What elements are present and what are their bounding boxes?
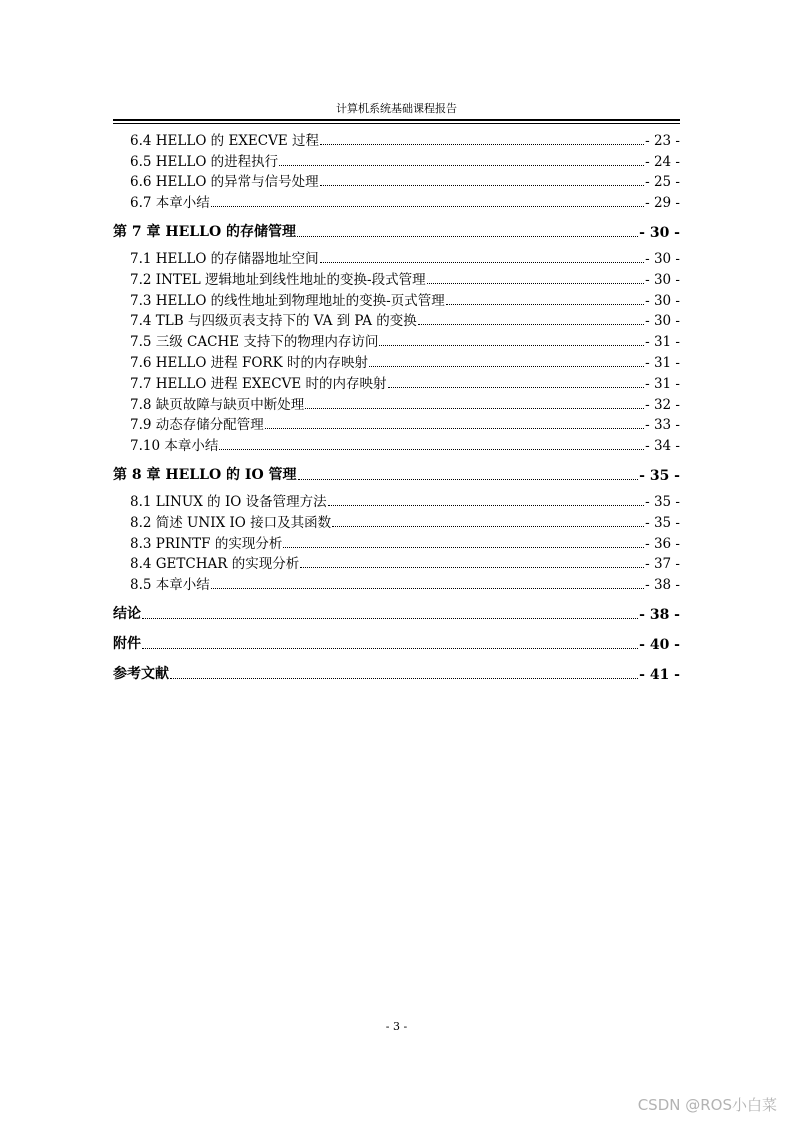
toc-section-entry[interactable] — [113, 288, 680, 309]
toc-entry-page: - 30 - — [645, 250, 680, 267]
toc-section-entry[interactable] — [113, 149, 680, 170]
toc-dot-leader — [446, 304, 644, 305]
toc-dot-leader — [369, 366, 644, 367]
toc-dot-leader — [418, 324, 644, 325]
toc-chapter-entry[interactable] — [113, 217, 680, 241]
toc-dot-leader — [379, 345, 644, 346]
toc-entry-title: 7.2 INTEL 逻辑地址到线性地址的变换-段式管理 — [130, 271, 426, 288]
toc-entry-title: 6.5 HELLO 的进程执行 — [130, 153, 279, 170]
toc-section-entry[interactable] — [113, 489, 680, 510]
toc-section-entry[interactable] — [113, 392, 680, 413]
watermark: CSDN @ROS小白菜 — [637, 1096, 777, 1114]
toc-entry-title: 7.5 三级 CACHE 支持下的物理内存访问 — [130, 334, 379, 351]
toc-dot-leader — [170, 678, 638, 679]
toc-entry-page: - 31 - — [645, 375, 680, 392]
toc-entry-title: 8.5 本章小结 — [130, 577, 210, 594]
toc-entry-title: 6.6 HELLO 的异常与信号处理 — [130, 174, 319, 191]
toc-entry-title: 第 7 章 HELLO 的存储管理 — [113, 224, 297, 241]
toc-entry-page: - 33 - — [645, 417, 680, 434]
toc-section-entry[interactable] — [113, 371, 680, 392]
toc-entry-page: - 34 - — [645, 438, 680, 455]
toc-dot-leader — [298, 479, 639, 480]
toc-dot-leader — [279, 165, 644, 166]
toc-dot-leader — [320, 262, 644, 263]
toc-entry-page: - 37 - — [645, 556, 680, 573]
toc-chapter-entry[interactable] — [113, 659, 680, 683]
toc-dot-leader — [427, 283, 645, 284]
toc-entry-title: 参考文献 — [113, 666, 169, 683]
toc-entry-page: - 35 - — [645, 493, 680, 510]
toc-dot-leader — [388, 387, 645, 388]
toc-section-entry[interactable] — [113, 267, 680, 288]
toc-entry-page: - 35 - — [645, 514, 680, 531]
toc-dot-leader — [211, 588, 644, 589]
toc-dot-leader — [142, 618, 638, 619]
toc-entry-title: 8.2 简述 UNIX IO 接口及其函数 — [130, 514, 332, 531]
toc-entry-page: - 35 - — [639, 468, 680, 485]
toc-entry-page: - 30 - — [645, 271, 680, 288]
toc-entry-title: 7.3 HELLO 的线性地址到物理地址的变换-页式管理 — [130, 292, 445, 309]
toc-entry-title: 8.1 LINUX 的 IO 设备管理方法 — [130, 493, 327, 510]
toc-entry-title: 7.7 HELLO 进程 EXECVE 时的内存映射 — [130, 375, 387, 392]
toc-section-entry[interactable] — [113, 413, 680, 434]
toc-section-entry[interactable] — [113, 552, 680, 573]
toc-chapter-entry[interactable] — [113, 629, 680, 653]
toc-entry-title: 7.6 HELLO 进程 FORK 时的内存映射 — [130, 354, 368, 371]
toc-entry-page: - 31 - — [645, 334, 680, 351]
toc-section-entry[interactable] — [113, 510, 680, 531]
toc-section-entry[interactable] — [113, 531, 680, 552]
toc-entry-page: - 30 - — [639, 225, 680, 242]
toc-dot-leader — [320, 185, 644, 186]
toc-dot-leader — [305, 408, 644, 409]
toc-entry-page: - 40 - — [639, 637, 680, 654]
toc-entry-page: - 41 - — [639, 667, 680, 684]
toc-section-entry[interactable] — [113, 170, 680, 191]
toc-entry-page: - 30 - — [645, 313, 680, 330]
toc-entry-title: 附件 — [113, 636, 141, 653]
toc-dot-leader — [300, 567, 644, 568]
toc-dot-leader — [283, 547, 644, 548]
toc-section-entry[interactable] — [113, 128, 680, 149]
toc-section-entry[interactable] — [113, 572, 680, 593]
toc-section-entry[interactable] — [113, 190, 680, 211]
toc-dot-leader — [142, 648, 638, 649]
toc-chapter-entry[interactable] — [113, 599, 680, 623]
toc-section-entry[interactable] — [113, 350, 680, 371]
table-of-contents — [113, 128, 680, 688]
toc-dot-leader — [265, 428, 644, 429]
toc-entry-title: 7.8 缺页故障与缺页中断处理 — [130, 396, 305, 413]
toc-entry-title: 8.4 GETCHAR 的实现分析 — [130, 556, 300, 573]
toc-dot-leader — [211, 206, 644, 207]
page-number: - 3 - — [385, 1020, 408, 1033]
toc-entry-page: - 36 - — [645, 535, 680, 552]
toc-entry-page: - 38 - — [645, 577, 680, 594]
toc-entry-title: 7.9 动态存储分配管理 — [130, 417, 264, 434]
toc-entry-page: - 25 - — [645, 174, 680, 191]
toc-section-entry[interactable] — [113, 309, 680, 330]
toc-entry-title: 第 8 章 HELLO 的 IO 管理 — [113, 467, 297, 484]
toc-entry-page: - 29 - — [645, 195, 680, 212]
toc-entry-title: 7.1 HELLO 的存储器地址空间 — [130, 250, 319, 267]
toc-entry-title: 8.3 PRINTF 的实现分析 — [130, 535, 283, 552]
toc-chapter-entry[interactable] — [113, 460, 680, 484]
toc-entry-page: - 38 - — [639, 607, 680, 624]
toc-entry-page: - 31 - — [645, 354, 680, 371]
toc-entry-title: 结论 — [113, 606, 141, 623]
toc-entry-page: - 23 - — [645, 132, 680, 149]
toc-section-entry[interactable] — [113, 246, 680, 267]
toc-dot-leader — [328, 505, 644, 506]
toc-dot-leader — [320, 144, 644, 145]
toc-entry-title: 6.4 HELLO 的 EXECVE 过程 — [130, 132, 320, 149]
toc-entry-title: 7.10 本章小结 — [130, 438, 219, 455]
toc-entry-page: - 32 - — [645, 396, 680, 413]
running-header: 计算机系统基础课程报告 — [336, 102, 457, 115]
toc-entry-page: - 30 - — [645, 292, 680, 309]
toc-dot-leader — [219, 449, 644, 450]
header-rule — [113, 119, 680, 124]
toc-entry-page: - 24 - — [645, 153, 680, 170]
toc-dot-leader — [332, 526, 644, 527]
toc-section-entry[interactable] — [113, 329, 680, 350]
toc-entry-title: 7.4 TLB 与四级页表支持下的 VA 到 PA 的变换 — [130, 313, 417, 330]
toc-entry-title: 6.7 本章小结 — [130, 195, 210, 212]
toc-section-entry[interactable] — [113, 433, 680, 454]
toc-dot-leader — [297, 236, 638, 237]
